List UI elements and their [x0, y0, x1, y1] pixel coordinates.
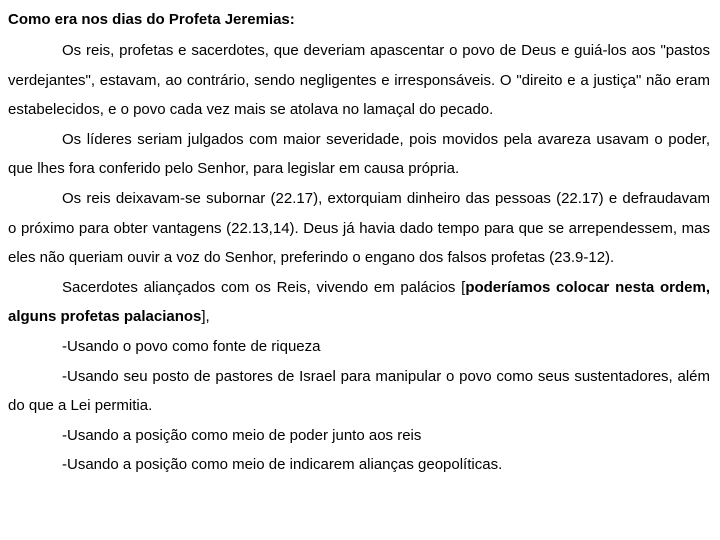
paragraph-priests-allied [8, 273, 710, 332]
list-item: -Usando a posição como meio de poder junto aos reis [62, 426, 422, 444]
paragraph-priests-end: ], [201, 308, 210, 326]
paragraph-leaders-negligence: Os reis, profetas e sacerdotes, que deveriam apascentar o povo de Deus e guiá-los aos "pastos verdejantes", estavam, ao contrário, sendo negligentes e irresponsáveis. O "direito e a justiça" não eram estabelecidos, e o povo cada vez mais se atolava no lamaçal do pecado. [8, 42, 710, 119]
document-title: Como era nos dias do Profeta Jeremias: [8, 11, 295, 28]
paragraph-leaders-judged: Os líderes seriam julgados com maior severidade, pois movidos pela avareza usavam o poder, que lhes fora conferido pelo Senhor, para legislar em causa própria. [8, 130, 710, 178]
paragraph-kings-bribes: Os reis deixavam-se subornar (22.17), extorquiam dinheiro das pessoas (22.17) e defraudavam o próximo para obter vantagens (22.13,14). Deus já havia dado tempo para que se arrependessem, mas eles não queriam ouvir a voz do Senhor, preferindo o engano dos falsos profetas (23.9-12). [8, 189, 710, 267]
paragraph-priests-bold-note: poderíamos colocar nesta ordem, alguns profetas palacianos [8, 278, 710, 326]
list-item: -Usando a posição como meio de indicarem alianças geopolíticas. [62, 456, 503, 474]
list-item: -Usando seu posto de pastores de Israel para manipular o povo como seus sustentadores, além do que a Lei permitia. [8, 367, 710, 415]
list-item: -Usando o povo como fonte de riqueza [62, 337, 321, 355]
paragraph-priests-text: Sacerdotes aliançados com os Reis, vivendo em palácios [ [62, 278, 466, 296]
document-page [8, 0, 710, 480]
